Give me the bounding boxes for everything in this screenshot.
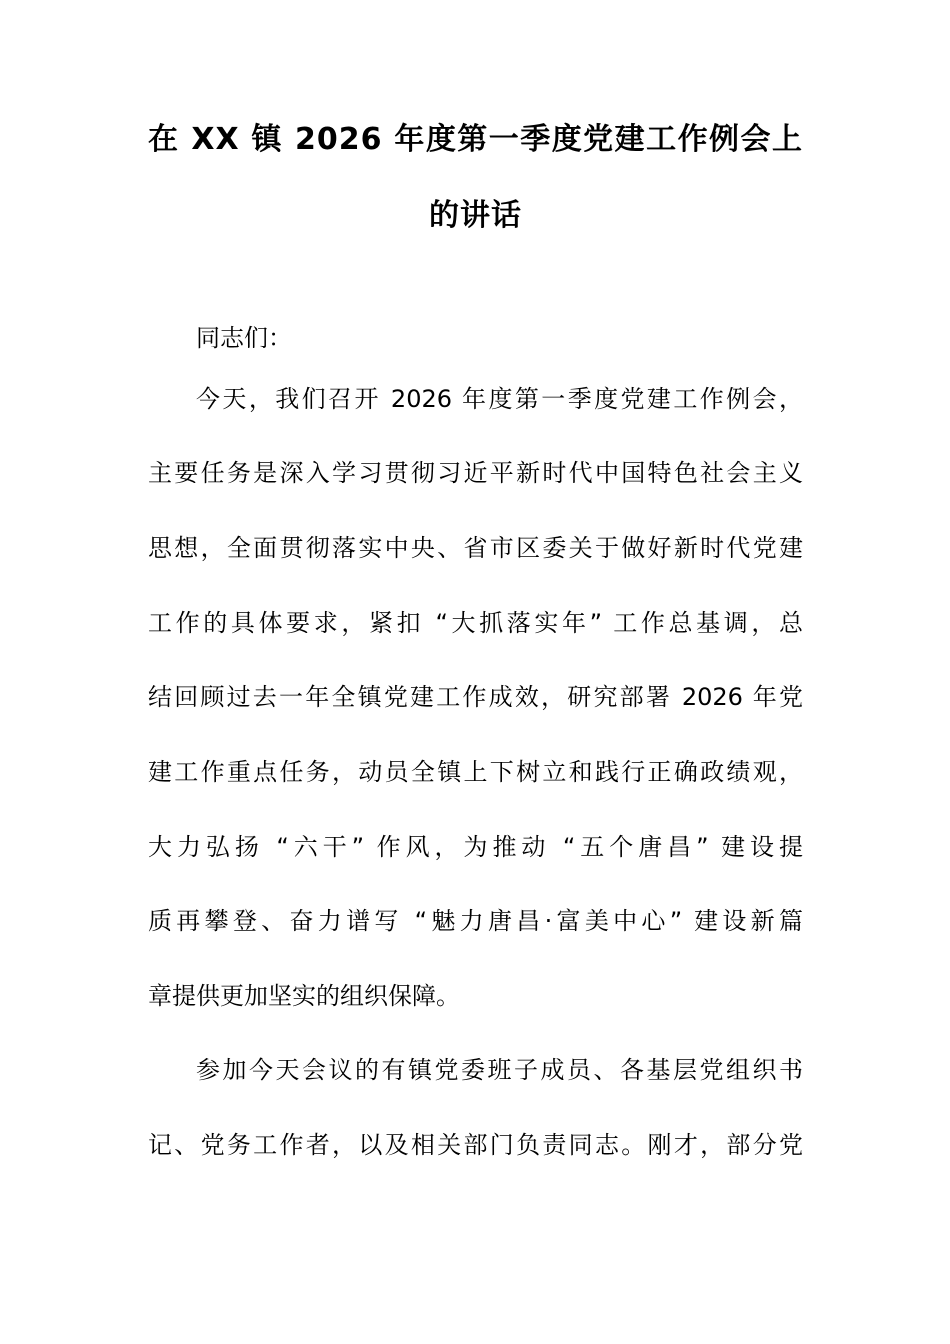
- paragraph-1-line-2: 主要任务是深入学习贯彻习近平新时代中国特色社会主义: [148, 459, 803, 487]
- paragraph-1-line-3: 思想，全面贯彻落实中央、省市区委关于做好新时代党建: [148, 534, 803, 562]
- paragraph-1-line-9: 章提供更加坚实的组织保障。: [148, 982, 460, 1010]
- paragraph-1-line-6: 建工作重点任务，动员全镇上下树立和践行正确政绩观，: [148, 758, 803, 786]
- document-title-line-1: 在 XX 镇 2026 年度第一季度党建工作例会上: [148, 122, 803, 157]
- document-title-line-2: 的讲话: [429, 198, 522, 233]
- paragraph-2-line-2: 记、党务工作者，以及相关部门负责同志。刚才，部分党: [148, 1131, 803, 1159]
- paragraph-1-line-1: 今天，我们召开 2026 年度第一季度党建工作例会，: [196, 385, 803, 413]
- paragraph-1-line-8: 质再攀登、奋力谱写 “魅力唐昌·富美中心” 建设新篇: [148, 907, 803, 935]
- salutation: 同志们：: [196, 324, 292, 352]
- paragraph-2-line-1: 参加今天会议的有镇党委班子成员、各基层党组织书: [196, 1056, 803, 1084]
- paragraph-1-line-5: 结回顾过去一年全镇党建工作成效，研究部署 2026 年党: [148, 683, 803, 711]
- paragraph-1-line-4: 工作的具体要求，紧扣 “大抓落实年” 工作总基调，总: [148, 609, 803, 637]
- paragraph-1-line-7: 大力弘扬 “六干” 作风，为推动 “五个唐昌” 建设提: [148, 833, 803, 861]
